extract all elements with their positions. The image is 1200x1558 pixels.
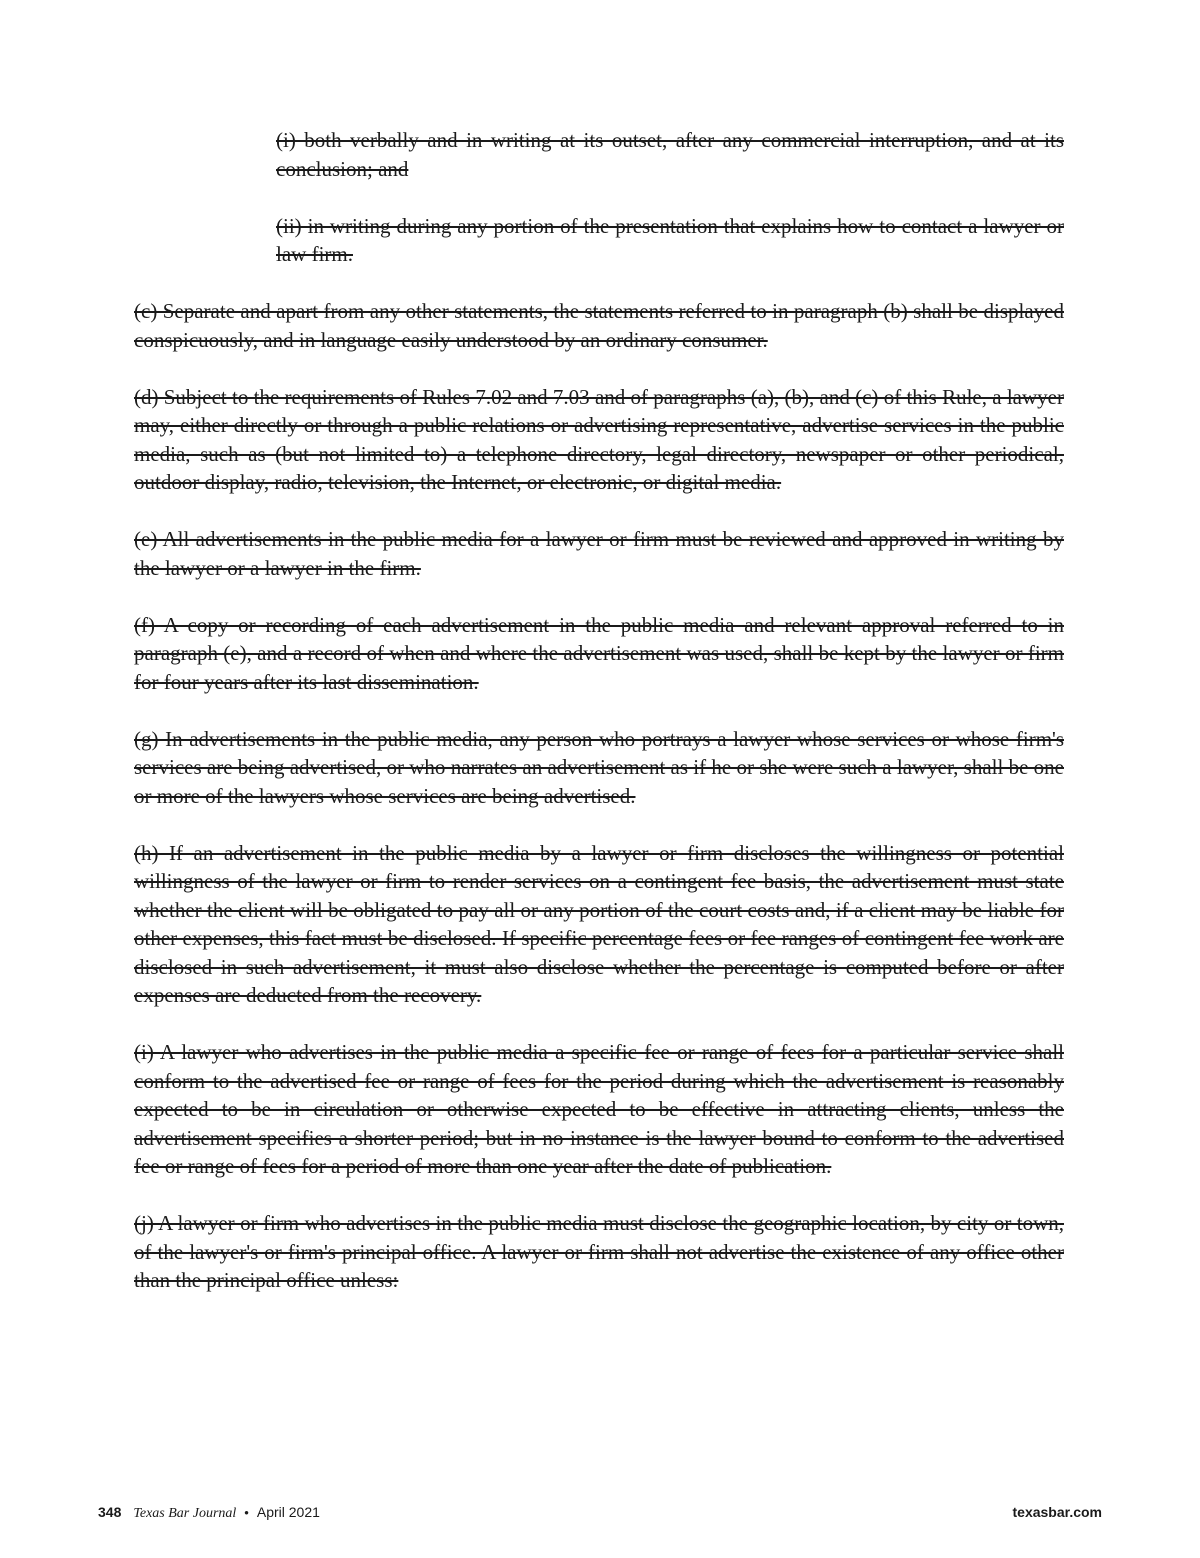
footer-left: [98, 1504, 320, 1522]
page-number: 348: [98, 1504, 122, 1520]
paragraph-d: (d) Subject to the requirements of Rules 7.02 and 7.03 and of paragraphs (a), (b), and (c) of this Rule, a lawyer may, either directly or through a public relations or advertising representative, advertise services in the public media, such as (but not limited to) a telephone directory, legal directory, newspaper or other periodical, outdoor display, radio, television, the Internet, or electronic, or digital media.: [134, 384, 1064, 494]
paragraph-i: (i) A lawyer who advertises in the public media a specific fee or range of fees for a particular service shall conform to the advertised fee or range of fees for the period during which the advertisement is reasonably expected to be in circulation or otherwise expected to be effective in attracting clients, unless the advertisement specifies a shorter period; but in no instance is the lawyer bound to conform to the advertised fee or range of fees for a period of more than one year after the date of publication.: [134, 1040, 1064, 1178]
document-body: [134, 126, 1064, 1323]
issue-date: April 2021: [256, 1504, 320, 1520]
bullet-separator: •: [244, 1505, 249, 1520]
paragraph-c: (c) Separate and apart from any other statements, the statements referred to in paragraph (b) shall be displayed conspicuously, and in language easily understood by an ordinary consumer.: [134, 299, 1064, 352]
paragraph-g: (g) In advertisements in the public media, any person who portrays a lawyer whose services or whose firm's services are being advertised, or who narrates an advertisement as if he or she were such a lawyer, shall be one or more of the lawyers whose services are being advertised.: [134, 726, 1064, 808]
paragraph-e: (e) All advertisements in the public media for a lawyer or firm must be reviewed and approved in writing by the lawyer or a lawyer in the firm.: [134, 527, 1064, 580]
paragraph-f: (f) A copy or recording of each advertisement in the public media and relevant approval referred to in paragraph (e), and a record of when and where the advertisement was used, shall be kept by the lawyer or firm for four years after its last dissemination.: [134, 612, 1064, 694]
paragraph-h: (h) If an advertisement in the public media by a lawyer or firm discloses the willingness or potential willingness of the lawyer or firm to render services on a contingent fee basis, the advertisement must state whether the client will be obligated to pay all or any portion of the court costs and, if a client may be liable for other expenses, this fact must be disclosed. If specific percentage fees or fee ranges of contingent fee work are disclosed in such advertisement, it must also disclose whether the percentage is computed before or after expenses are deducted from the recovery.: [134, 840, 1064, 1007]
website-link[interactable]: texasbar.com: [1012, 1504, 1102, 1520]
journal-title: Texas Bar Journal: [133, 1506, 237, 1521]
paragraph-b-i: (i) both verbally and in writing at its outset, after any commercial interruption, and at its conclusion; and: [276, 128, 1064, 181]
paragraph-b-ii: (ii) in writing during any portion of the presentation that explains how to contact a lawyer or law firm.: [276, 213, 1064, 266]
page-footer: [98, 1504, 1102, 1528]
paragraph-j: (j) A lawyer or firm who advertises in the public media must disclose the geographic location, by city or town, of the lawyer's or firm's principal office. A lawyer or firm shall not advertise the existence of any office other than the principal office unless:: [134, 1211, 1064, 1292]
